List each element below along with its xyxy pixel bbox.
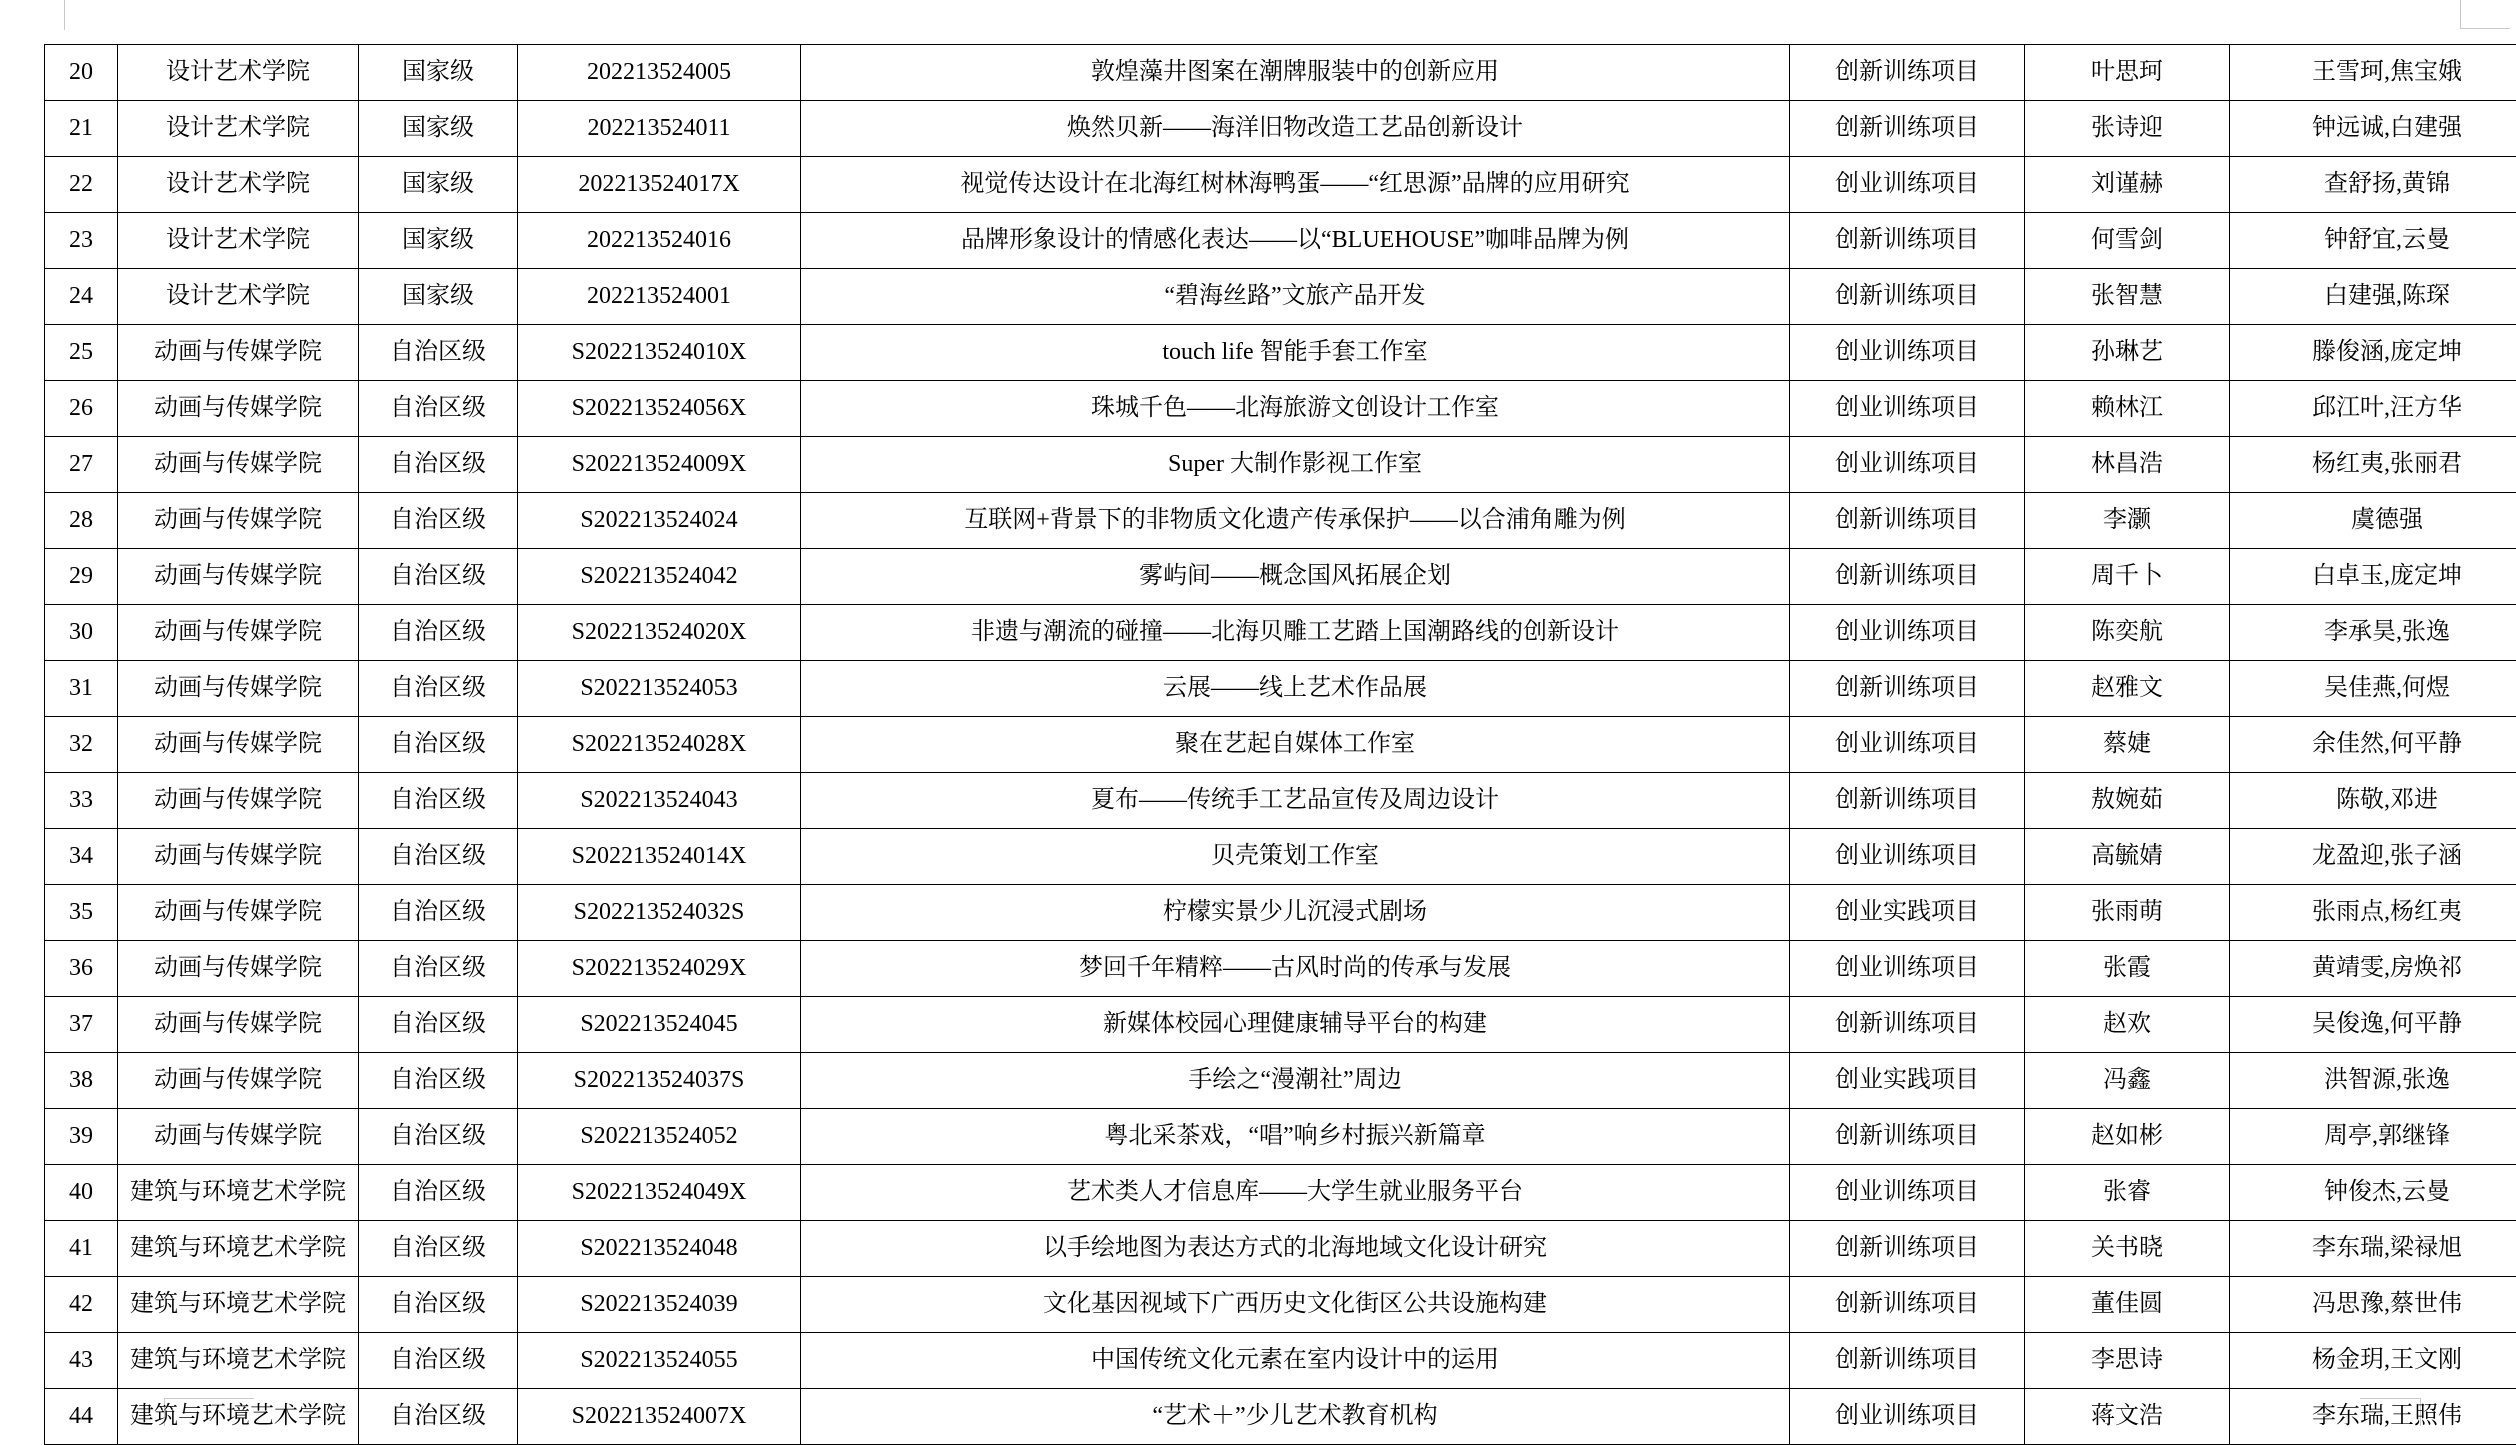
cell-members: 查舒扬,黄锦 bbox=[2230, 157, 2516, 213]
cell-code: S202213524009X bbox=[518, 437, 801, 493]
cell-level: 自治区级 bbox=[359, 1277, 518, 1333]
cell-members: 杨红夷,张丽君 bbox=[2230, 437, 2516, 493]
cell-type: 创业实践项目 bbox=[1790, 885, 2025, 941]
cell-level: 自治区级 bbox=[359, 661, 518, 717]
cell-college: 动画与传媒学院 bbox=[118, 997, 359, 1053]
cell-members: 白建强,陈琛 bbox=[2230, 269, 2516, 325]
cell-leader: 叶思珂 bbox=[2025, 45, 2230, 101]
cell-leader: 张诗迎 bbox=[2025, 101, 2230, 157]
cell-level: 自治区级 bbox=[359, 1333, 518, 1389]
cell-college: 动画与传媒学院 bbox=[118, 1053, 359, 1109]
cell-title: touch life 智能手套工作室 bbox=[801, 325, 1790, 381]
cell-title: Super 大制作影视工作室 bbox=[801, 437, 1790, 493]
table-row bbox=[45, 325, 2516, 381]
cell-no: 23 bbox=[45, 213, 118, 269]
cell-members: 钟俊杰,云曼 bbox=[2230, 1165, 2516, 1221]
cell-title: “碧海丝路”文旅产品开发 bbox=[801, 269, 1790, 325]
cell-members: 虞德强 bbox=[2230, 493, 2516, 549]
cell-no: 39 bbox=[45, 1109, 118, 1165]
cell-college: 动画与传媒学院 bbox=[118, 717, 359, 773]
table-row bbox=[45, 1389, 2516, 1445]
table-row bbox=[45, 885, 2516, 941]
cell-level: 自治区级 bbox=[359, 1165, 518, 1221]
cell-no: 41 bbox=[45, 1221, 118, 1277]
cell-type: 创业实践项目 bbox=[1790, 1053, 2025, 1109]
cell-college: 建筑与环境艺术学院 bbox=[118, 1221, 359, 1277]
cell-level: 自治区级 bbox=[359, 773, 518, 829]
project-table bbox=[44, 44, 2516, 1445]
cell-leader: 李灏 bbox=[2025, 493, 2230, 549]
cell-type: 创新训练项目 bbox=[1790, 1277, 2025, 1333]
cell-no: 38 bbox=[45, 1053, 118, 1109]
cell-level: 自治区级 bbox=[359, 717, 518, 773]
cell-title: 视觉传达设计在北海红树林海鸭蛋——“红思源”品牌的应用研究 bbox=[801, 157, 1790, 213]
cell-college: 建筑与环境艺术学院 bbox=[118, 1389, 359, 1445]
cell-members: 吴俊逸,何平静 bbox=[2230, 997, 2516, 1053]
cell-level: 自治区级 bbox=[359, 829, 518, 885]
cell-type: 创业训练项目 bbox=[1790, 1389, 2025, 1445]
cell-members: 李东瑞,王照伟 bbox=[2230, 1389, 2516, 1445]
cell-type: 创业训练项目 bbox=[1790, 381, 2025, 437]
cell-code: S202213524029X bbox=[518, 941, 801, 997]
cell-title: 云展——线上艺术作品展 bbox=[801, 661, 1790, 717]
cell-title: 手绘之“漫潮社”周边 bbox=[801, 1053, 1790, 1109]
cell-code: S202213524039 bbox=[518, 1277, 801, 1333]
cell-code: S202213524010X bbox=[518, 325, 801, 381]
table-row bbox=[45, 1333, 2516, 1389]
cell-members: 杨金玥,王文刚 bbox=[2230, 1333, 2516, 1389]
cell-code: S202213524020X bbox=[518, 605, 801, 661]
cell-members: 李东瑞,梁禄旭 bbox=[2230, 1221, 2516, 1277]
cell-leader: 陈奕航 bbox=[2025, 605, 2230, 661]
project-table-body bbox=[45, 45, 2516, 1445]
crop-mark-top-right bbox=[2400, 0, 2510, 40]
cell-title: 夏布——传统手工艺品宣传及周边设计 bbox=[801, 773, 1790, 829]
cell-code: 202213524005 bbox=[518, 45, 801, 101]
cell-no: 25 bbox=[45, 325, 118, 381]
cell-members: 陈敬,邓进 bbox=[2230, 773, 2516, 829]
cell-no: 30 bbox=[45, 605, 118, 661]
cell-level: 自治区级 bbox=[359, 1053, 518, 1109]
cell-type: 创新训练项目 bbox=[1790, 45, 2025, 101]
cell-college: 动画与传媒学院 bbox=[118, 829, 359, 885]
table-row bbox=[45, 1165, 2516, 1221]
cell-code: S202213524014X bbox=[518, 829, 801, 885]
table-row bbox=[45, 549, 2516, 605]
table-row bbox=[45, 605, 2516, 661]
cell-level: 自治区级 bbox=[359, 605, 518, 661]
cell-level: 自治区级 bbox=[359, 1109, 518, 1165]
table-row bbox=[45, 1277, 2516, 1333]
cell-code: S202213524053 bbox=[518, 661, 801, 717]
table-row bbox=[45, 269, 2516, 325]
cell-type: 创新训练项目 bbox=[1790, 661, 2025, 717]
cell-type: 创业训练项目 bbox=[1790, 437, 2025, 493]
table-row bbox=[45, 45, 2516, 101]
cell-title: 梦回千年精粹——古风时尚的传承与发展 bbox=[801, 941, 1790, 997]
crop-mark-top-left bbox=[8, 0, 88, 40]
cell-title: 聚在艺起自媒体工作室 bbox=[801, 717, 1790, 773]
table-row bbox=[45, 157, 2516, 213]
cell-title: 互联网+背景下的非物质文化遗产传承保护——以合浦角雕为例 bbox=[801, 493, 1790, 549]
cell-college: 动画与传媒学院 bbox=[118, 381, 359, 437]
cell-leader: 高毓婧 bbox=[2025, 829, 2230, 885]
table-row bbox=[45, 829, 2516, 885]
cell-type: 创新训练项目 bbox=[1790, 1333, 2025, 1389]
cell-members: 张雨点,杨红夷 bbox=[2230, 885, 2516, 941]
cell-code: S202213524048 bbox=[518, 1221, 801, 1277]
cell-title: 中国传统文化元素在室内设计中的运用 bbox=[801, 1333, 1790, 1389]
cell-type: 创新训练项目 bbox=[1790, 101, 2025, 157]
cell-members: 冯思豫,蔡世伟 bbox=[2230, 1277, 2516, 1333]
cell-college: 动画与传媒学院 bbox=[118, 437, 359, 493]
cell-leader: 赵雅文 bbox=[2025, 661, 2230, 717]
cell-type: 创新训练项目 bbox=[1790, 997, 2025, 1053]
cell-type: 创业训练项目 bbox=[1790, 1165, 2025, 1221]
cell-leader: 周千卜 bbox=[2025, 549, 2230, 605]
cell-college: 设计艺术学院 bbox=[118, 213, 359, 269]
cell-level: 自治区级 bbox=[359, 885, 518, 941]
cell-code: S202213524043 bbox=[518, 773, 801, 829]
cell-level: 自治区级 bbox=[359, 437, 518, 493]
cell-level: 自治区级 bbox=[359, 1389, 518, 1445]
cell-level: 自治区级 bbox=[359, 381, 518, 437]
cell-no: 31 bbox=[45, 661, 118, 717]
cell-title: 品牌形象设计的情感化表达——以“BLUEHOUSE”咖啡品牌为例 bbox=[801, 213, 1790, 269]
cell-no: 35 bbox=[45, 885, 118, 941]
table-row bbox=[45, 213, 2516, 269]
cell-code: S202213524032S bbox=[518, 885, 801, 941]
cell-level: 国家级 bbox=[359, 269, 518, 325]
cell-no: 27 bbox=[45, 437, 118, 493]
cell-members: 周亭,郭继锋 bbox=[2230, 1109, 2516, 1165]
cell-code: S202213524037S bbox=[518, 1053, 801, 1109]
cell-no: 24 bbox=[45, 269, 118, 325]
cell-leader: 张睿 bbox=[2025, 1165, 2230, 1221]
cell-no: 43 bbox=[45, 1333, 118, 1389]
cell-title: 敦煌藻井图案在潮牌服装中的创新应用 bbox=[801, 45, 1790, 101]
table-row bbox=[45, 997, 2516, 1053]
cell-college: 动画与传媒学院 bbox=[118, 941, 359, 997]
cell-college: 设计艺术学院 bbox=[118, 157, 359, 213]
table-row bbox=[45, 717, 2516, 773]
cell-code: 202213524001 bbox=[518, 269, 801, 325]
cell-type: 创新训练项目 bbox=[1790, 493, 2025, 549]
cell-code: S202213524055 bbox=[518, 1333, 801, 1389]
cell-level: 自治区级 bbox=[359, 325, 518, 381]
cell-members: 钟远诚,白建强 bbox=[2230, 101, 2516, 157]
cell-leader: 赵欢 bbox=[2025, 997, 2230, 1053]
cell-level: 国家级 bbox=[359, 45, 518, 101]
table-row bbox=[45, 941, 2516, 997]
cell-leader: 张智慧 bbox=[2025, 269, 2230, 325]
cell-leader: 关书晓 bbox=[2025, 1221, 2230, 1277]
cell-leader: 何雪剑 bbox=[2025, 213, 2230, 269]
cell-members: 李承昊,张逸 bbox=[2230, 605, 2516, 661]
cell-title: 新媒体校园心理健康辅导平台的构建 bbox=[801, 997, 1790, 1053]
project-table-container bbox=[44, 44, 2472, 1445]
cell-level: 国家级 bbox=[359, 213, 518, 269]
cell-members: 白卓玉,庞定坤 bbox=[2230, 549, 2516, 605]
cell-leader: 李思诗 bbox=[2025, 1333, 2230, 1389]
cell-no: 42 bbox=[45, 1277, 118, 1333]
cell-members: 钟舒宜,云曼 bbox=[2230, 213, 2516, 269]
cell-title: 以手绘地图为表达方式的北海地域文化设计研究 bbox=[801, 1221, 1790, 1277]
table-row bbox=[45, 493, 2516, 549]
cell-level: 自治区级 bbox=[359, 997, 518, 1053]
cell-level: 自治区级 bbox=[359, 941, 518, 997]
cell-code: S202213524042 bbox=[518, 549, 801, 605]
cell-no: 26 bbox=[45, 381, 118, 437]
cell-no: 36 bbox=[45, 941, 118, 997]
cell-code: S202213524052 bbox=[518, 1109, 801, 1165]
cell-code: S202213524028X bbox=[518, 717, 801, 773]
cell-college: 动画与传媒学院 bbox=[118, 1109, 359, 1165]
cell-no: 29 bbox=[45, 549, 118, 605]
cell-leader: 张雨萌 bbox=[2025, 885, 2230, 941]
cell-title: “艺术＋”少儿艺术教育机构 bbox=[801, 1389, 1790, 1445]
cell-title: 艺术类人才信息库——大学生就业服务平台 bbox=[801, 1165, 1790, 1221]
cell-no: 33 bbox=[45, 773, 118, 829]
cell-no: 32 bbox=[45, 717, 118, 773]
cell-type: 创新训练项目 bbox=[1790, 773, 2025, 829]
cell-college: 动画与传媒学院 bbox=[118, 493, 359, 549]
cell-leader: 孙琳艺 bbox=[2025, 325, 2230, 381]
table-row bbox=[45, 1109, 2516, 1165]
cell-title: 非遗与潮流的碰撞——北海贝雕工艺踏上国潮路线的创新设计 bbox=[801, 605, 1790, 661]
cell-members: 滕俊涵,庞定坤 bbox=[2230, 325, 2516, 381]
cell-college: 动画与传媒学院 bbox=[118, 325, 359, 381]
cell-code: S202213524024 bbox=[518, 493, 801, 549]
cell-level: 自治区级 bbox=[359, 549, 518, 605]
cell-no: 44 bbox=[45, 1389, 118, 1445]
cell-members: 吴佳燕,何煜 bbox=[2230, 661, 2516, 717]
cell-college: 动画与传媒学院 bbox=[118, 549, 359, 605]
cell-leader: 赵如彬 bbox=[2025, 1109, 2230, 1165]
cell-no: 20 bbox=[45, 45, 118, 101]
cell-college: 设计艺术学院 bbox=[118, 101, 359, 157]
cell-type: 创新训练项目 bbox=[1790, 1109, 2025, 1165]
cell-type: 创新训练项目 bbox=[1790, 1221, 2025, 1277]
cell-type: 创业训练项目 bbox=[1790, 605, 2025, 661]
cell-leader: 敖婉茹 bbox=[2025, 773, 2230, 829]
cell-code: S202213524007X bbox=[518, 1389, 801, 1445]
cell-members: 洪智源,张逸 bbox=[2230, 1053, 2516, 1109]
cell-college: 动画与传媒学院 bbox=[118, 773, 359, 829]
cell-leader: 刘谨赫 bbox=[2025, 157, 2230, 213]
cell-code: S202213524056X bbox=[518, 381, 801, 437]
cell-title: 柠檬实景少儿沉浸式剧场 bbox=[801, 885, 1790, 941]
cell-college: 建筑与环境艺术学院 bbox=[118, 1277, 359, 1333]
cell-type: 创业训练项目 bbox=[1790, 717, 2025, 773]
cell-type: 创业训练项目 bbox=[1790, 829, 2025, 885]
table-row bbox=[45, 773, 2516, 829]
cell-type: 创新训练项目 bbox=[1790, 549, 2025, 605]
table-row bbox=[45, 437, 2516, 493]
cell-no: 28 bbox=[45, 493, 118, 549]
cell-type: 创新训练项目 bbox=[1790, 269, 2025, 325]
cell-level: 国家级 bbox=[359, 101, 518, 157]
cell-no: 22 bbox=[45, 157, 118, 213]
cell-members: 王雪珂,焦宝娥 bbox=[2230, 45, 2516, 101]
cell-leader: 林昌浩 bbox=[2025, 437, 2230, 493]
cell-college: 设计艺术学院 bbox=[118, 269, 359, 325]
cell-college: 设计艺术学院 bbox=[118, 45, 359, 101]
cell-college: 动画与传媒学院 bbox=[118, 661, 359, 717]
cell-title: 雾屿间——概念国风拓展企划 bbox=[801, 549, 1790, 605]
cell-title: 焕然贝新——海洋旧物改造工艺品创新设计 bbox=[801, 101, 1790, 157]
cell-no: 21 bbox=[45, 101, 118, 157]
cell-leader: 赖林江 bbox=[2025, 381, 2230, 437]
table-row bbox=[45, 381, 2516, 437]
cell-code: 202213524011 bbox=[518, 101, 801, 157]
cell-no: 34 bbox=[45, 829, 118, 885]
cell-code: S202213524049X bbox=[518, 1165, 801, 1221]
table-row bbox=[45, 101, 2516, 157]
cell-title: 珠城千色——北海旅游文创设计工作室 bbox=[801, 381, 1790, 437]
cell-type: 创业训练项目 bbox=[1790, 325, 2025, 381]
cell-leader: 蒋文浩 bbox=[2025, 1389, 2230, 1445]
table-row bbox=[45, 661, 2516, 717]
cell-type: 创业训练项目 bbox=[1790, 157, 2025, 213]
cell-no: 37 bbox=[45, 997, 118, 1053]
cell-title: 粤北采茶戏，“唱”响乡村振兴新篇章 bbox=[801, 1109, 1790, 1165]
cell-college: 动画与传媒学院 bbox=[118, 885, 359, 941]
cell-college: 建筑与环境艺术学院 bbox=[118, 1165, 359, 1221]
cell-members: 黄靖雯,房焕祁 bbox=[2230, 941, 2516, 997]
cell-members: 龙盈迎,张子涵 bbox=[2230, 829, 2516, 885]
cell-leader: 董佳圆 bbox=[2025, 1277, 2230, 1333]
cell-level: 自治区级 bbox=[359, 493, 518, 549]
cell-college: 动画与传媒学院 bbox=[118, 605, 359, 661]
cell-leader: 蔡婕 bbox=[2025, 717, 2230, 773]
table-row bbox=[45, 1221, 2516, 1277]
cell-code: 202213524016 bbox=[518, 213, 801, 269]
cell-members: 余佳然,何平静 bbox=[2230, 717, 2516, 773]
cell-code: 202213524017X bbox=[518, 157, 801, 213]
cell-members: 邱江叶,汪方华 bbox=[2230, 381, 2516, 437]
cell-title: 文化基因视域下广西历史文化街区公共设施构建 bbox=[801, 1277, 1790, 1333]
table-row bbox=[45, 1053, 2516, 1109]
cell-title: 贝壳策划工作室 bbox=[801, 829, 1790, 885]
cell-type: 创新训练项目 bbox=[1790, 213, 2025, 269]
cell-leader: 冯鑫 bbox=[2025, 1053, 2230, 1109]
cell-level: 自治区级 bbox=[359, 1221, 518, 1277]
cell-level: 国家级 bbox=[359, 157, 518, 213]
cell-college: 建筑与环境艺术学院 bbox=[118, 1333, 359, 1389]
cell-no: 40 bbox=[45, 1165, 118, 1221]
cell-type: 创业训练项目 bbox=[1790, 941, 2025, 997]
cell-code: S202213524045 bbox=[518, 997, 801, 1053]
cell-leader: 张霞 bbox=[2025, 941, 2230, 997]
